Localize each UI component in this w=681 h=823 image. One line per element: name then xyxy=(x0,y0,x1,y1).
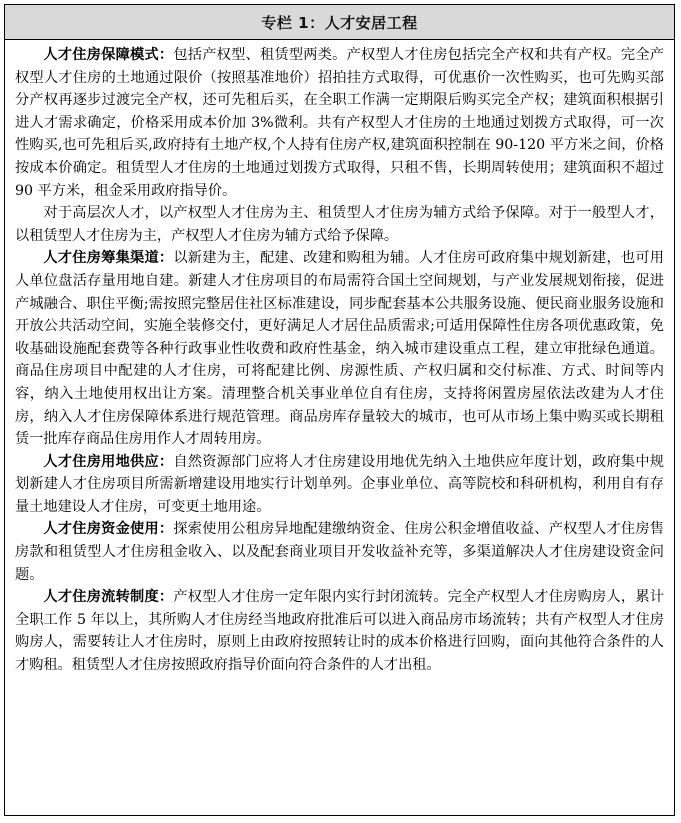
paragraph-housing-models xyxy=(15,44,664,202)
column-title: 专栏 1：人才安居工程 xyxy=(5,5,674,40)
paragraph-lead: 人才住房用地供应： xyxy=(43,453,174,470)
paragraph-text: 探索使用公租房异地配建缴纳资金、住房公积金增值收益、产权型人才住房售房款和租赁型人才住房租金收入、以及配套商业项目开发收益补充等，多渠道解决人才住房建设资金问题。 xyxy=(15,521,664,583)
paragraph-funding xyxy=(15,518,664,586)
paragraph-circulation xyxy=(15,586,664,676)
paragraph-lead: 人才住房流转制度： xyxy=(43,589,174,606)
paragraph-lead: 人才住房保障模式： xyxy=(43,47,174,63)
paragraph-talent-levels xyxy=(15,202,664,247)
paragraph-text: 产权型人才住房一定年限内实行封闭流转。完全产权型人才住房购房人，累计全职工作 5 年以上，其所购人才住房经当地政府批准后可以进入商品房市场流转；共有产权型人才住房购房人，需要转让人才住房时，原则上由政府按照转让时的成本价格进行回购，面向其他符合条件的人才购租。租赁型人才住房按照政府指导价面向符合条件的人才出租。 xyxy=(15,589,664,674)
paragraph-lead: 人才住房筹集渠道： xyxy=(43,250,174,267)
paragraph-text: 自然资源部门应将人才住房建设用地优先纳入土地供应年度计划，政府集中规划新建人才住房项目所需新增建设用地实行计划单列。企事业单位、高等院校和科研机构，利用自有存量土地建设人才住房，可变更土地用途。 xyxy=(15,453,664,515)
paragraph-raising-channels xyxy=(15,247,664,450)
paragraph-text: 对于高层次人才，以产权型人才住房为主、租赁型人才住房为辅方式给予保障。对于一般型人才，以租赁型人才住房为主，产权型人才住房为辅方式给予保障。 xyxy=(15,205,664,244)
paragraph-text: 包括产权型、租赁型两类。产权型人才住房包括完全产权和共有产权。完全产权型人才住房的土地通过限价（按照基准地价）招拍挂方式取得，可优惠价一次性购买，也可先购买部分产权再逐步过渡完全产权，还可先租后买，在全职工作满一定期限后购买完全产权；建筑面积根据引进人才需求确定，价格采用成本价加 3%微利。共有产权型人才住房的土地通过划拨方式取得，可一次性购买,也可先租后买,政府持有土地产权,个人持有住房产权,建筑面积控制在 90-120 平方米之间，价格按成本价确定。租赁型人才住房的土地通过划拨方式取得，只租不售，长期周转使用；建筑面积不超过 90 平方米，租金采用政府指导价。 xyxy=(15,47,664,199)
paragraph-text: 以新建为主，配建、改建和购租为辅。人才住房可政府集中规划新建，也可用人单位盘活存量用地自建。新建人才住房项目的布局需符合国土空间规划，与产业发展规划衔接，促进产城融合、职住平衡;需按照完整居住社区标准建设，同步配套基本公共服务设施、便民商业服务设施和开放公共活动空间，实施全装修交付，更好满足人才居住品质需求;可适用保障性住房各项优惠政策，免收基础设施配套费等各种行政事业性收费和政府性基金，纳入城市建设重点工程，建立审批绿色通道。商品住房项目中配建的人才住房，可将配建比例、房源性质、产权归属和交付标准、方式、时间等内容，纳入土地使用权出让方案。清理整合机关事业单位自有住房，支持将闲置房屋依法改建为人才住房，纳入人才住房保障体系进行规范管理。商品房库存量较大的城市，也可从市场上集中购买或长期租赁一批库存商品住房用作人才周转用房。 xyxy=(15,250,664,448)
column-body xyxy=(5,40,674,677)
paragraph-land-supply xyxy=(15,451,664,519)
column-box xyxy=(4,4,675,816)
paragraph-lead: 人才住房资金使用： xyxy=(43,521,174,538)
